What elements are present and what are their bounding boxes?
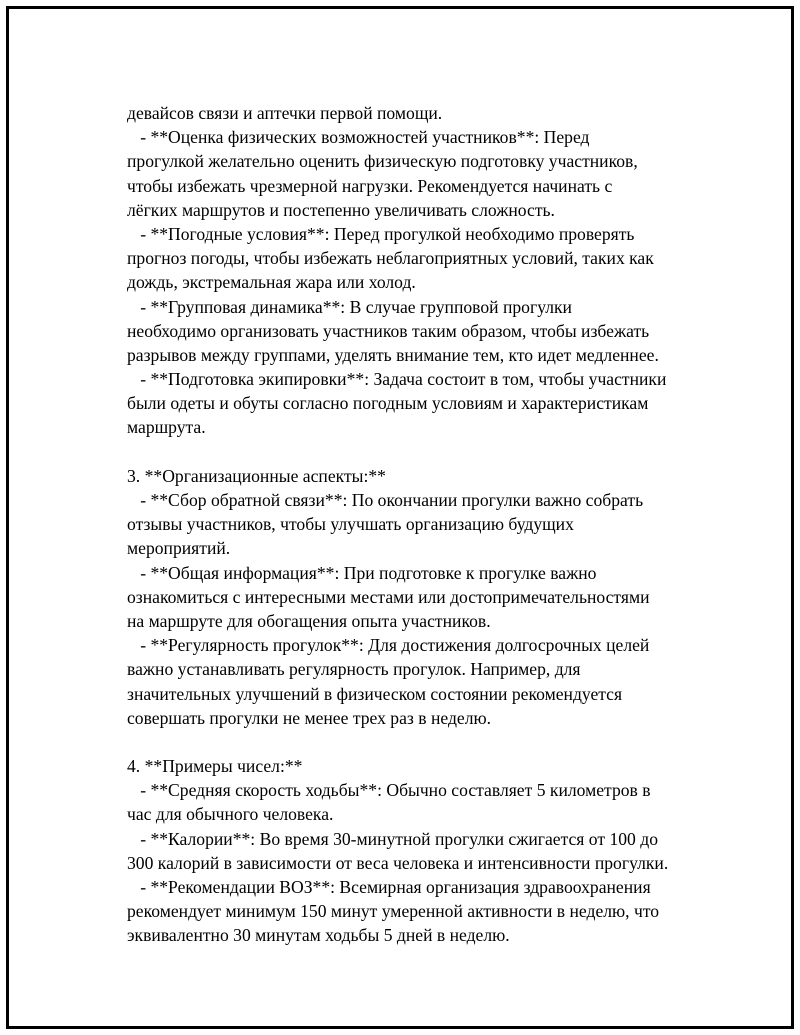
text-line: эквивалентно 30 минутам ходьбы 5 дней в неделю. — [127, 925, 510, 946]
text-line: - **Калории**: Во время 30-минутной прогулки сжигается от 100 до — [127, 828, 658, 849]
text-line: значительных улучшений в физическом состоянии рекомендуется — [127, 683, 623, 704]
section-heading: 3. **Организационные аспекты:** — [127, 465, 386, 486]
text-line: час для обычного человека. — [127, 804, 334, 825]
blank-line — [127, 440, 727, 464]
page-frame — [6, 6, 794, 1029]
text-line: ознакомиться с интересными местами или достопримечательностями — [127, 586, 650, 607]
text-line: необходимо организовать участников таким образом, чтобы избежать — [127, 320, 650, 341]
text-line: прогноз погоды, чтобы избежать неблагоприятных условий, таких как — [127, 248, 654, 269]
text-line: разрывов между группами, уделять внимание тем, кто идет медленнее. — [127, 344, 659, 365]
text-line: совершать прогулки не менее трех раз в неделю. — [127, 707, 492, 728]
text-line: прогулкой желательно оценить физическую подготовку участников, — [127, 151, 638, 172]
text-line: маршрута. — [127, 417, 206, 438]
text-line: 300 калорий в зависимости от веса человека и интенсивности прогулки. — [127, 852, 669, 873]
text-line: - **Подготовка экипировки**: Задача состоит в том, чтобы участники — [127, 369, 667, 390]
text-line: девайсов связи и аптечки первой помощи. — [127, 103, 443, 123]
text-line: чтобы избежать чрезмерной нагрузки. Рекомендуется начинать с — [127, 175, 613, 196]
text-line: - **Рекомендации ВОЗ**: Всемирная организация здравоохранения — [127, 877, 651, 897]
text-line: на маршруте для обогащения опыта участников. — [127, 610, 491, 631]
text-line: дождь, экстремальная жара или холод. — [127, 272, 416, 293]
section-heading: 4. **Примеры чисел:** — [127, 756, 303, 777]
text-line: мероприятий. — [127, 538, 231, 559]
text-line: - **Регулярность прогулок**: Для достижения долгосрочных целей — [127, 635, 650, 656]
text-line: - **Сбор обратной связи**: По окончании прогулки важно собрать — [127, 490, 644, 510]
text-line: - **Оценка физических возможностей участников**: Перед — [127, 127, 590, 148]
text-line: - **Групповая динамика**: В случае групповой прогулки — [127, 296, 572, 317]
text-line: были одеты и обуты согласно погодным условиям и характеристикам — [127, 393, 649, 414]
text-line: лёгких маршрутов и постепенно увеличивать сложность. — [127, 199, 555, 220]
document-body — [127, 101, 727, 948]
blank-line — [127, 730, 727, 754]
text-line: рекомендует минимум 150 минут умеренной активности в неделю, что — [127, 901, 660, 922]
text-line: отзывы участников, чтобы улучшать организацию будущих — [127, 514, 574, 535]
text-line: - **Общая информация**: При подготовке к прогулке важно — [127, 562, 597, 583]
text-line: - **Погодные условия**: Перед прогулкой необходимо проверять — [127, 223, 635, 244]
text-line: важно устанавливать регулярность прогулок. Например, для — [127, 659, 581, 680]
text-line: - **Средняя скорость ходьбы**: Обычно составляет 5 километров в — [127, 780, 651, 801]
